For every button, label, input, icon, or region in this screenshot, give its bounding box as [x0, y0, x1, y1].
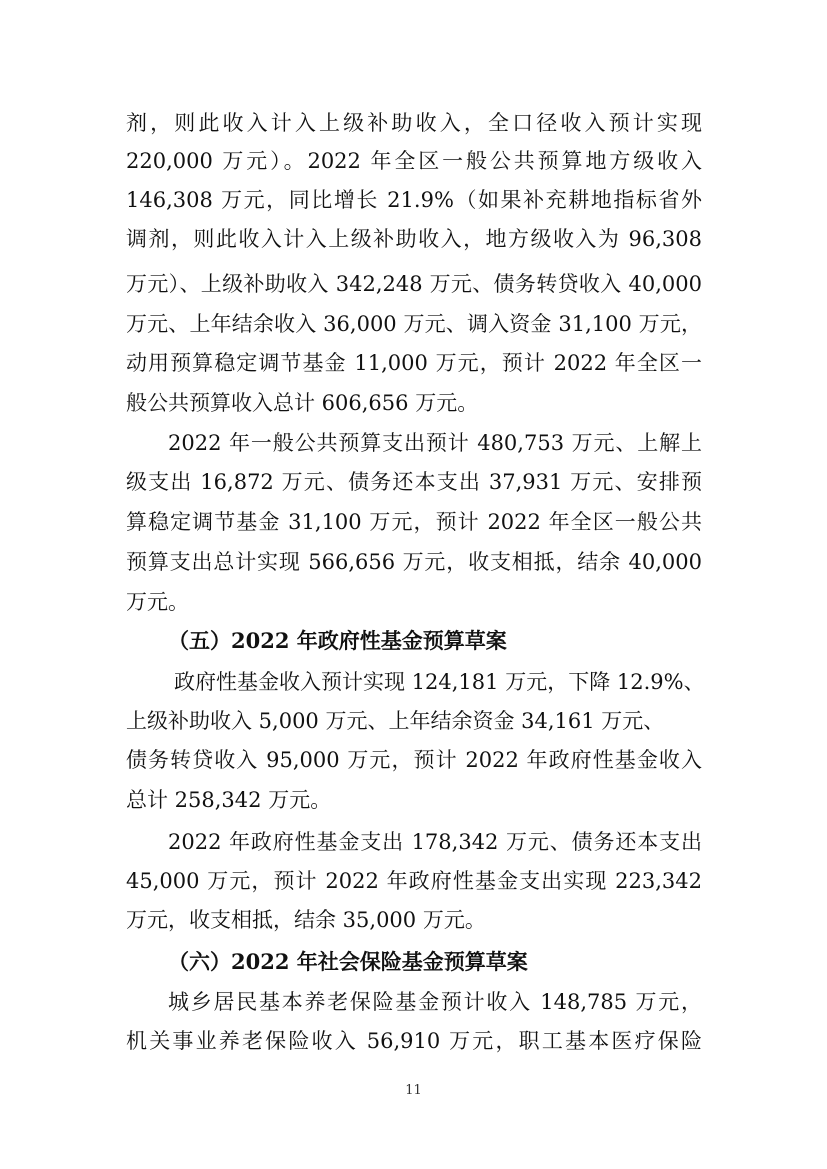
- text-line: 2022 年一般公共预算支出预计 480,753 万元、上解上: [168, 431, 702, 455]
- text-line: 万元）、上级补助收入 342,248 万元、债务转贷收入 40,000: [126, 272, 702, 296]
- text-line: 2022 年政府性基金支出 178,342 万元、债务还本支出: [168, 830, 702, 854]
- text-line: 城乡居民基本养老保险基金预计收入 148,785 万元，: [168, 990, 702, 1014]
- text-line: 般公共预算收入总计 606,656 万元。: [126, 391, 479, 415]
- text-line: 万元。: [126, 590, 189, 614]
- text-line: 剂，则此收入计入上级补助收入，全口径收入预计实现: [126, 111, 702, 135]
- text-line: 万元，收支相抵，结余 35,000 万元。: [126, 908, 486, 932]
- text-line: 万元、上年结余收入 36,000 万元、调入资金 31,100 万元，: [126, 312, 702, 336]
- text-line: 机关事业养老保险收入 56,910 万元，职工基本医疗保险: [126, 1029, 702, 1053]
- text-line: 动用预算稳定调节基金 11,000 万元，预计 2022 年全区一: [126, 351, 702, 375]
- text-line: 算稳定调节基金 31,100 万元，预计 2022 年全区一般公共: [126, 510, 702, 534]
- text-line: 调剂，则此收入计入上级补助收入，地方级收入为 96,308: [126, 227, 702, 251]
- text-line: 总计 258,342 万元。: [126, 788, 332, 812]
- section-heading: （六）2022 年社会保险基金预算草案: [168, 949, 528, 974]
- text-line: 220,000 万元）。2022 年全区一般公共预算地方级收入: [126, 149, 702, 173]
- section-heading: （五）2022 年政府性基金预算草案: [168, 628, 507, 653]
- page-number: 11: [405, 1083, 422, 1098]
- text-line: 级支出 16,872 万元、债务还本支出 37,931 万元、安排预: [126, 470, 702, 494]
- text-line: 政府性基金收入预计实现 124,181 万元，下降 12.9%、: [174, 670, 705, 694]
- text-line: 预算支出总计实现 566,656 万元，收支相抵，结余 40,000: [126, 550, 702, 574]
- text-line: 债务转贷收入 95,000 万元，预计 2022 年政府性基金收入: [126, 748, 702, 772]
- text-line: 146,308 万元，同比增长 21.9%（如果补充耕地指标省外: [126, 188, 702, 212]
- text-line: 45,000 万元，预计 2022 年政府性基金支出实现 223,342: [126, 869, 702, 893]
- text-line: 上级补助收入 5,000 万元、上年结余资金 34,161 万元、: [126, 709, 665, 733]
